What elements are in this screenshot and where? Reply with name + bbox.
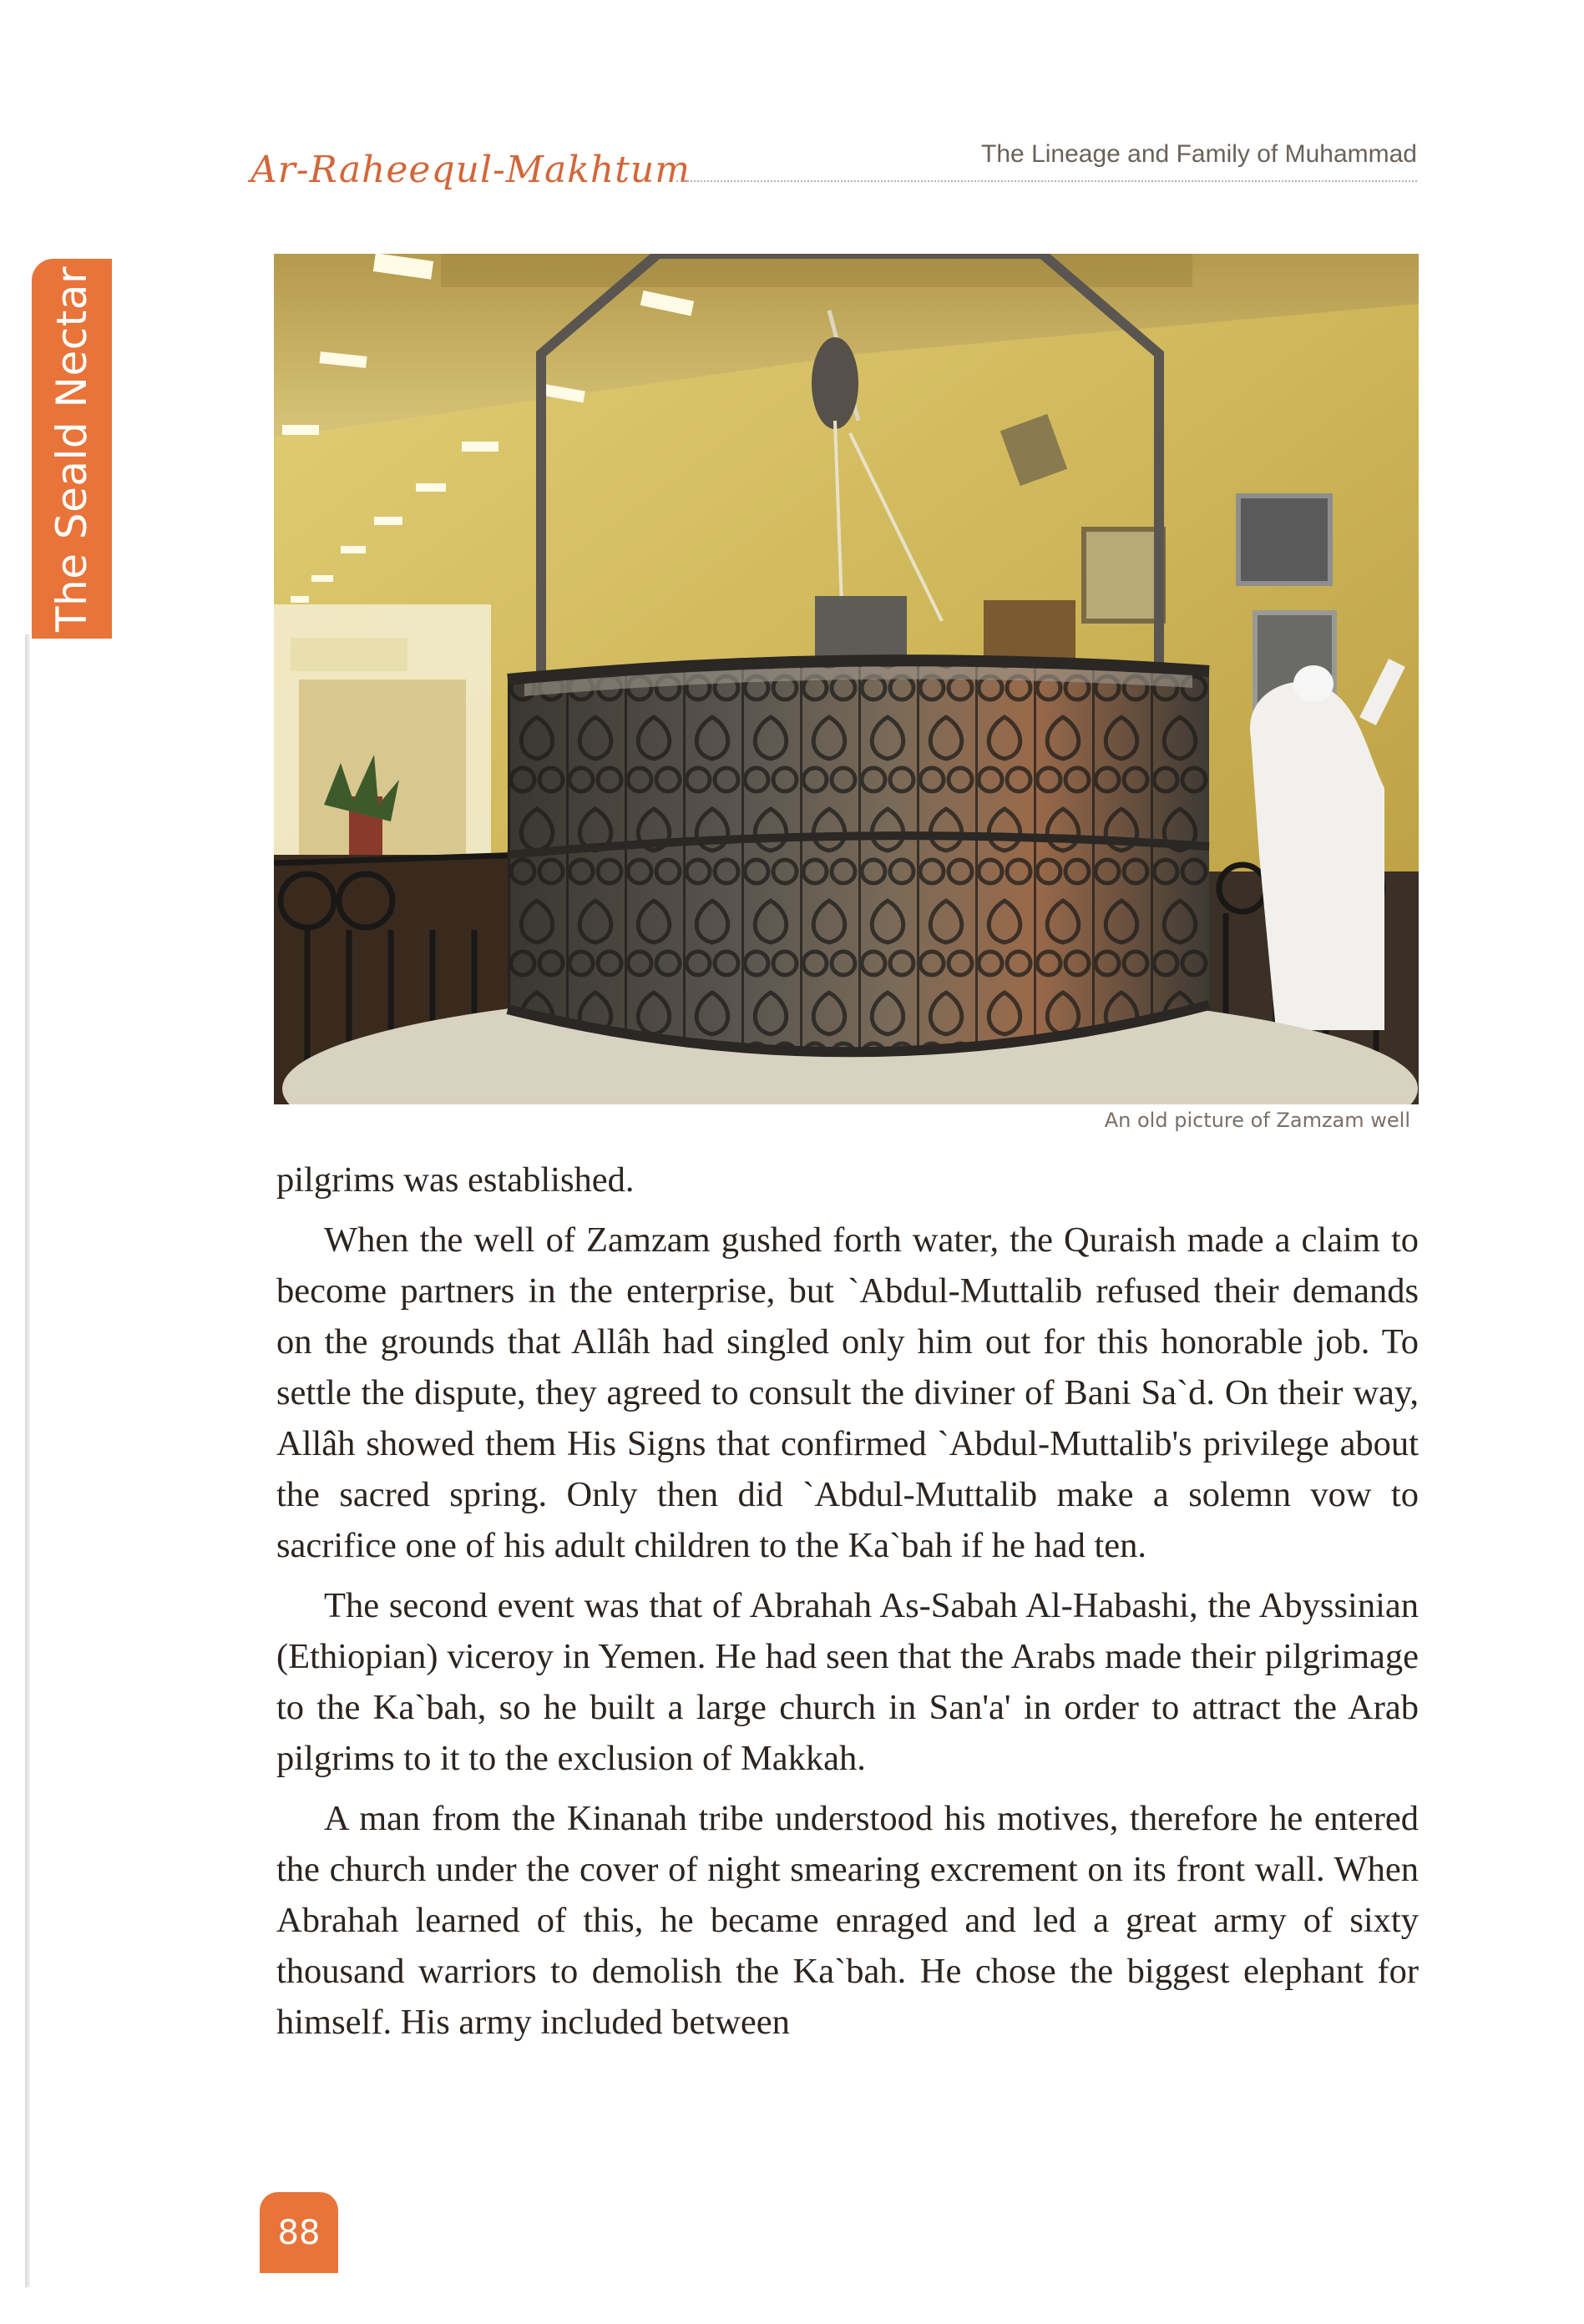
chapter-title: The Lineage and Family of Muhammad — [981, 140, 1417, 168]
figure-caption: An old picture of Zamzam well — [1104, 1109, 1410, 1132]
paragraph-4: A man from the Kinanah tribe understood his motives, therefore he entered the church under the cover of night smearing excrement on its front wall. When Abrahah learned of this, he became enraged and led a great army of sixty thousand warriors to demolish the Ka`bah. He chose the biggest elephant for himself. His army included between — [276, 1799, 1419, 2042]
paragraph-3: The second event was that of Abrahah As-Sabah Al-Habashi, the Abyssinian (Ethiopian) viceroy in Yemen. He had seen that the Arabs made their pilgrimage to the Ka`bah, so he built a large church in San'a' in order to attract the Arab pilgrims to it to the exclusion of Makkah. — [276, 1586, 1419, 1778]
side-tab — [32, 259, 112, 639]
page-edge — [25, 634, 30, 2287]
zamzam-well-illustration — [274, 254, 1419, 1104]
page-number: 88 — [260, 2192, 338, 2273]
body-text — [276, 1154, 1419, 2057]
paragraph-2: When the well of Zamzam gushed forth water, the Quraish made a claim to become partners in the enterprise, but `Abdul-Muttalib refused their demands on the grounds that Allâh had singled only him out for this honorable job. To settle the dispute, they agreed to consult the diviner of Bani Sa`d. On their way, Allâh showed them His Signs that confirmed `Abdul-Muttalib's privilege about the sacred spring. Only then did `Abdul-Muttalib make a solemn vow to sacrifice one of his adult children to the Ka`bah if he had ten. — [276, 1220, 1419, 1565]
paragraph-1: pilgrims was established. — [276, 1160, 635, 1200]
zamzam-well-photo — [274, 254, 1419, 1104]
spine-title: The Seald Nectar — [48, 265, 96, 632]
header-dotted-rule — [676, 180, 1417, 182]
book-logo: Ar-Raheequl-Makhtum — [251, 149, 691, 191]
